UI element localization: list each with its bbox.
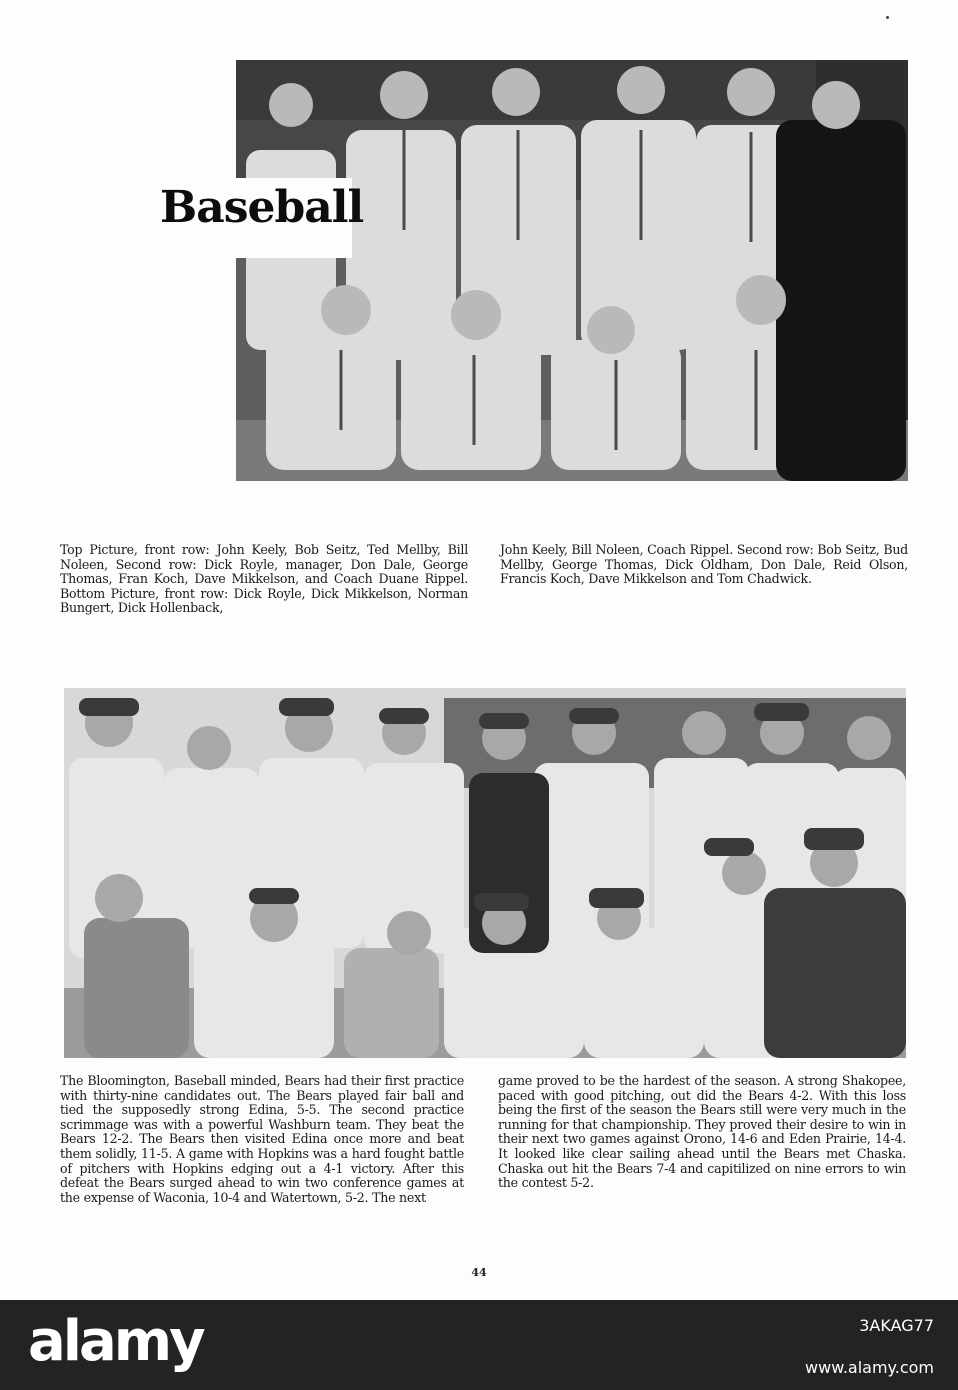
- top-photo-art: [236, 60, 908, 481]
- page-title: Baseball: [160, 182, 364, 233]
- page-number: 44: [471, 1266, 487, 1279]
- photo-caption-right: John Keely, Bill Noleen, Coach Rippel. Second row: Bob Seitz, Bud Mellby, George Thomas, Dick Oldham, Don Dale, Reid Olson, Francis Koch, Dave Mikkelson and Tom Chadwick.: [500, 542, 908, 587]
- watermark-site-link[interactable]: www.alamy.com: [805, 1358, 934, 1377]
- bottom-team-photo: [64, 688, 906, 1058]
- top-team-photo: [236, 60, 908, 481]
- article-column-right: game proved to be the hardest of the season. A strong Shakopee, paced with good pitching, out did the Bears 4-2. With this loss being the first of the season the Bears still were very much in the running for that championship. They proved their desire to win in their next two games against Orono, 14-6 and Eden Prairie, 14-4. It looked like clear sailing ahead until the Bears met Chaska. Chaska out hit the Bears 7-4 and capitilized on nine errors to win the contest 5-2.: [498, 1073, 906, 1191]
- watermark-image-id: 3AKAG77: [859, 1316, 934, 1335]
- bottom-photo-art: [64, 688, 906, 1058]
- photo-caption-left: Top Picture, front row: John Keely, Bob Seitz, Ted Mellby, Bill Noleen, Second row: Dick Royle, manager, Don Dale, George Thomas, Fran Koch, Dave Mikkelson, and Coach Duane Rippel. Bottom Picture, front row: Dick Royle, Dick Mikkelson, Norman Bungert, Dick Hollenback,: [60, 542, 468, 616]
- print-speck: [886, 16, 889, 19]
- watermark-logo: alamy: [28, 1309, 203, 1374]
- watermark-banner: [0, 1300, 958, 1390]
- article-column-left: The Bloomington, Baseball minded, Bears had their first practice with thirty-nine candidates out. The Bears played fair ball and tied the supposedly strong Edina, 5-5. The second practice scrimmage was with a powerful Washburn team. They beat the Bears 12-2. The Bears then visited Edina once more and beat them solidly, 11-5. A game with Hopkins was a hard fought battle of pitchers with Hopkins edging out a 4-1 victory. After this defeat the Bears surged ahead to win two conference games at the expense of Waconia, 10-4 and Watertown, 5-2. The next: [60, 1073, 464, 1205]
